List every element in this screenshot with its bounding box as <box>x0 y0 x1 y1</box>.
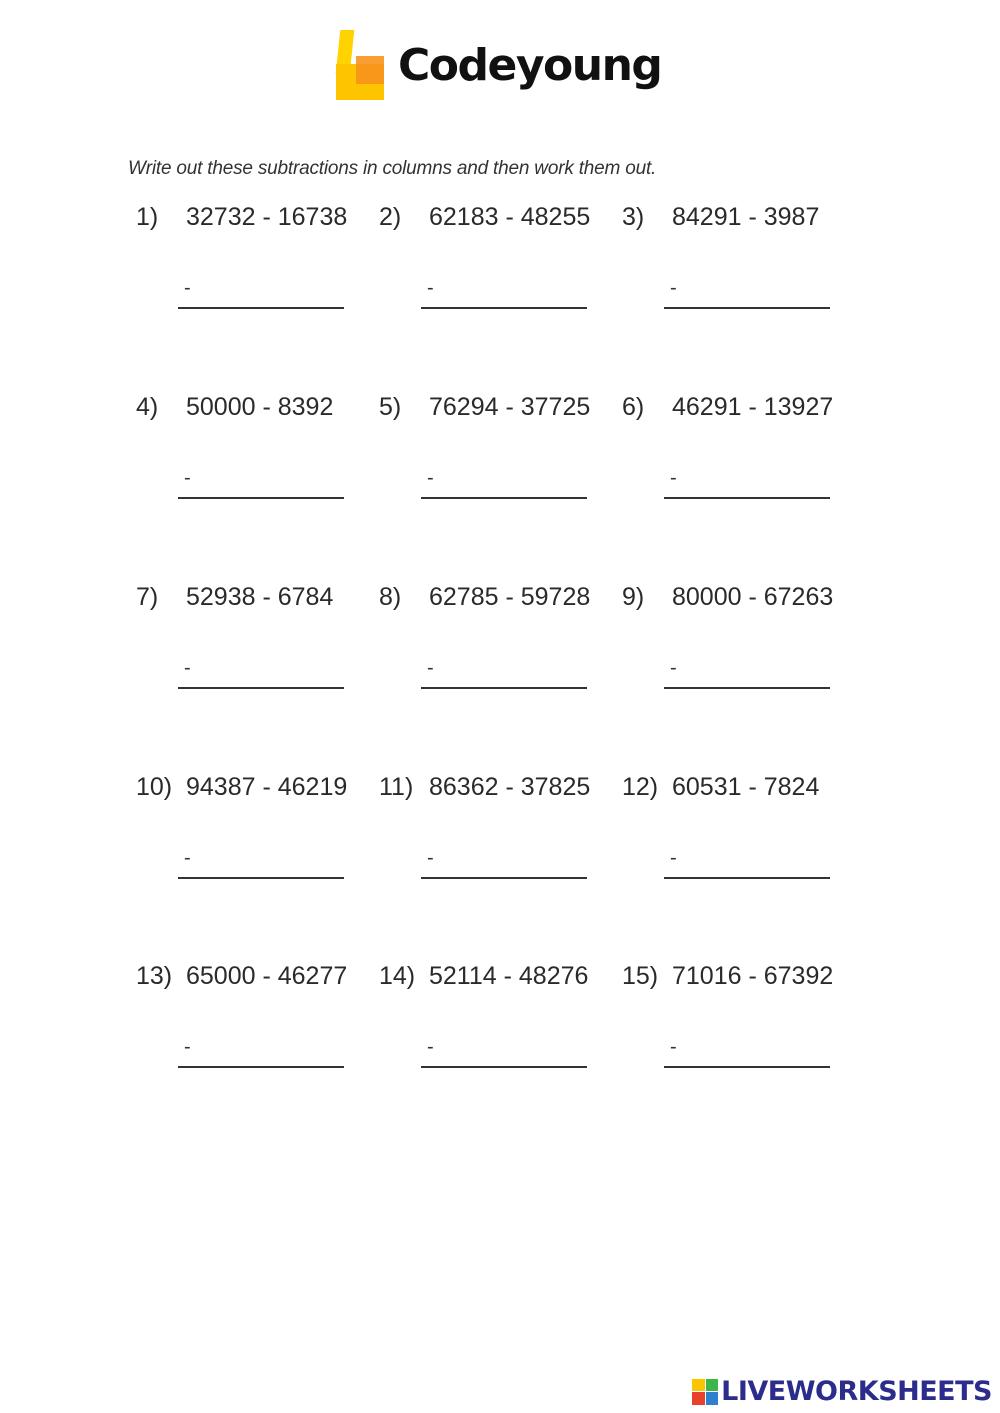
minus-sign: - <box>427 847 434 869</box>
problem-number: 6) <box>622 393 645 421</box>
answer-line[interactable] <box>421 687 587 689</box>
minus-sign: - <box>184 657 191 679</box>
minus-sign: - <box>670 467 677 489</box>
problem-12 <box>622 773 852 893</box>
problem-number: 14) <box>379 962 416 990</box>
problem-2 <box>379 203 609 323</box>
problem-number: 2) <box>379 203 402 231</box>
problem-number: 15) <box>622 962 659 990</box>
problem-number: 13) <box>136 962 173 990</box>
problem-number: 8) <box>379 583 402 611</box>
minus-sign: - <box>670 847 677 869</box>
minus-sign: - <box>427 277 434 299</box>
problem-expression: 71016 - 67392 <box>672 962 834 990</box>
problem-number: 5) <box>379 393 402 421</box>
liveworksheets-logo-icon <box>692 1379 718 1405</box>
answer-line[interactable] <box>178 687 344 689</box>
answer-line[interactable] <box>421 307 587 309</box>
problem-number: 9) <box>622 583 645 611</box>
problem-1 <box>136 203 366 323</box>
codeyoung-logo <box>332 26 661 106</box>
problem-expression: 50000 - 8392 <box>186 393 334 421</box>
problem-expression: 32732 - 16738 <box>186 203 348 231</box>
answer-line[interactable] <box>421 1066 587 1068</box>
minus-sign: - <box>427 467 434 489</box>
liveworksheets-watermark <box>692 1376 992 1407</box>
answer-line[interactable] <box>178 497 344 499</box>
problem-number: 10) <box>136 773 173 801</box>
problem-number: 3) <box>622 203 645 231</box>
problem-5 <box>379 393 609 513</box>
problem-expression: 46291 - 13927 <box>672 393 834 421</box>
minus-sign: - <box>427 657 434 679</box>
problem-expression: 86362 - 37825 <box>429 773 591 801</box>
problem-expression: 65000 - 46277 <box>186 962 348 990</box>
problem-expression: 60531 - 7824 <box>672 773 820 801</box>
problem-number: 12) <box>622 773 659 801</box>
problem-11 <box>379 773 609 893</box>
problem-7 <box>136 583 366 703</box>
problem-expression: 94387 - 46219 <box>186 773 348 801</box>
answer-line[interactable] <box>178 307 344 309</box>
minus-sign: - <box>184 847 191 869</box>
answer-line[interactable] <box>664 497 830 499</box>
answer-line[interactable] <box>664 1066 830 1068</box>
problem-3 <box>622 203 852 323</box>
minus-sign: - <box>670 1036 677 1058</box>
problem-14 <box>379 962 609 1082</box>
problem-expression: 84291 - 3987 <box>672 203 820 231</box>
answer-line[interactable] <box>421 877 587 879</box>
answer-line[interactable] <box>664 687 830 689</box>
minus-sign: - <box>670 657 677 679</box>
problem-number: 1) <box>136 203 159 231</box>
problem-expression: 52938 - 6784 <box>186 583 334 611</box>
problem-expression: 76294 - 37725 <box>429 393 591 421</box>
problem-expression: 52114 - 48276 <box>429 962 589 990</box>
minus-sign: - <box>184 1036 191 1058</box>
codeyoung-logo-icon <box>332 30 388 102</box>
watermark-text: LIVEWORKSHEETS <box>721 1376 992 1407</box>
answer-line[interactable] <box>664 877 830 879</box>
minus-sign: - <box>184 277 191 299</box>
answer-line[interactable] <box>664 307 830 309</box>
problem-15 <box>622 962 852 1082</box>
answer-line[interactable] <box>178 1066 344 1068</box>
problem-expression: 80000 - 67263 <box>672 583 834 611</box>
minus-sign: - <box>184 467 191 489</box>
problem-number: 4) <box>136 393 159 421</box>
problem-10 <box>136 773 366 893</box>
problem-number: 11) <box>379 773 414 801</box>
instruction-text: Write out these subtractions in columns and then work them out. <box>128 158 657 179</box>
problem-number: 7) <box>136 583 159 611</box>
logo-text: Codeyoung <box>398 40 662 91</box>
minus-sign: - <box>427 1036 434 1058</box>
problem-4 <box>136 393 366 513</box>
answer-line[interactable] <box>178 877 344 879</box>
problem-expression: 62785 - 59728 <box>429 583 591 611</box>
problem-9 <box>622 583 852 703</box>
problem-13 <box>136 962 366 1082</box>
problem-6 <box>622 393 852 513</box>
problem-expression: 62183 - 48255 <box>429 203 591 231</box>
problem-8 <box>379 583 609 703</box>
answer-line[interactable] <box>421 497 587 499</box>
minus-sign: - <box>670 277 677 299</box>
